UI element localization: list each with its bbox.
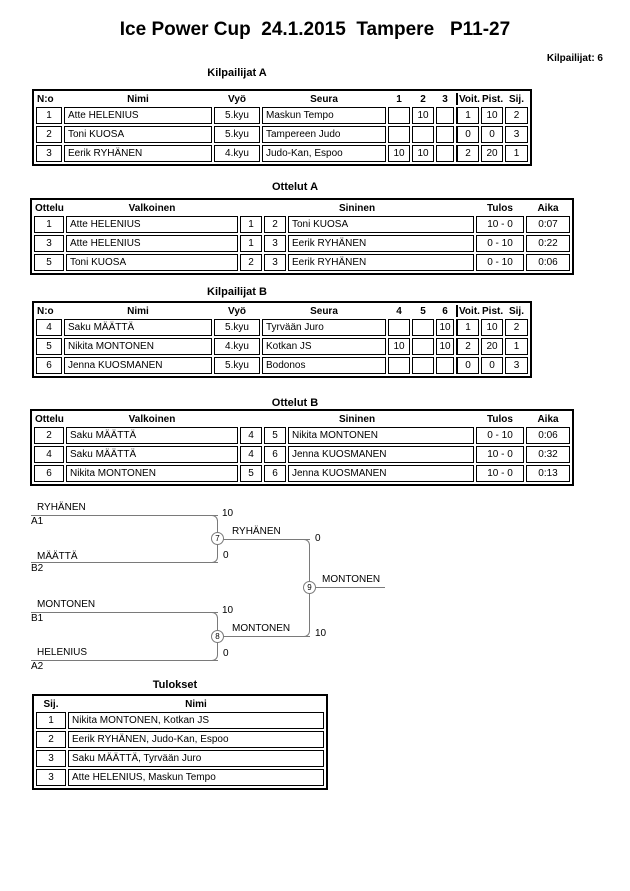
cell: 4.kyu [214,338,260,355]
cell: Tyrvään Juro [262,319,386,336]
column-header: Sininen [338,413,376,425]
cell: Atte HELENIUS [66,216,238,233]
bracket-score: 0 [223,648,229,659]
column-header: Valkoinen [128,202,176,214]
page-title: Ice Power Cup 24.1.2015 Tampere P11-27 [119,19,511,40]
column-header: Valkoinen [128,413,176,425]
cell: Atte HELENIUS, Maskun Tempo [68,769,324,786]
matches-b-heading: Ottelut B [271,397,319,409]
bracket-line [31,612,218,613]
results-heading: Tulokset [152,679,198,691]
cell: Jenna KUOSMANEN [64,357,212,374]
column-header: Nimi [127,93,149,105]
bracket-player-name: MONTONEN [37,599,96,610]
cell: 10 - 0 [476,465,524,482]
column-header: Pist. [482,93,504,105]
cell: 0:06 [526,254,570,271]
cell: 2 [34,427,64,444]
cell: 3 [36,145,62,162]
elimination-bracket [25,498,425,678]
bracket-score: 0 [223,550,229,561]
column-header: Tulos [487,202,513,214]
cell: Saku MÄÄTTÄ [66,427,238,444]
header-row [36,305,528,317]
bracket-line [218,539,310,540]
header-row [36,698,324,710]
column-header: N:o [37,93,54,105]
column-header: 4 [396,305,402,317]
pool-b-heading: Kilpailijat B [207,286,267,298]
cell: 0 [456,126,479,143]
matches-a-heading: Ottelut A [271,181,319,193]
cell: 2 [240,254,262,271]
table-row [36,319,528,336]
column-header: Aika [537,202,559,214]
cell: Nikita MONTONEN, Kotkan JS [68,712,324,729]
matches-b-table [30,409,574,486]
cell [436,126,454,143]
cell: 0:13 [526,465,570,482]
pool-a-heading: Kilpailijat A [207,67,267,79]
cell: 1 [456,107,479,124]
cell: Saku MÄÄTTÄ [66,446,238,463]
cell: 1 [505,145,528,162]
column-header: Sij. [508,305,524,317]
table-row [34,465,570,482]
cell: 2 [505,319,528,336]
cell: 3 [36,769,66,786]
cell: 10 - 0 [476,446,524,463]
cell: Bodonos [262,357,386,374]
cell: 0:32 [526,446,570,463]
cell: 2 [36,126,62,143]
cell: Nikita MONTONEN [288,427,474,444]
bracket-winner-name: MONTONEN [232,623,291,634]
cell: Nikita MONTONEN [66,465,238,482]
table-row [34,235,570,252]
cell: 20 [481,145,503,162]
cell: 0 [456,357,479,374]
bracket-line [31,660,218,661]
bracket-winner-name: MONTONEN [322,574,381,585]
column-header: 1 [396,93,402,105]
matches-a-table [30,198,574,275]
cell: 3 [34,235,64,252]
column-header: Vyö [228,305,246,317]
cell: Saku MÄÄTTÄ [64,319,212,336]
bracket-seed-label: A2 [31,661,44,672]
cell: 10 [436,319,454,336]
cell: 5 [240,465,262,482]
cell: Toni KUOSA [64,126,212,143]
cell: 3 [36,750,66,767]
bracket-seed-label: B2 [31,563,44,574]
cell: 1 [240,235,262,252]
pool-a-table [32,89,532,166]
cell: 1 [36,107,62,124]
cell: 10 [412,107,434,124]
column-header: Vyö [228,93,246,105]
bracket-line [31,562,218,563]
column-header: Nimi [127,305,149,317]
results-table [32,694,328,790]
cell [412,338,434,355]
bracket-score: 10 [222,508,234,519]
table-row [36,145,528,162]
cell: Saku MÄÄTTÄ, Tyrvään Juro [68,750,324,767]
cell: Eerik RYHÄNEN [288,235,474,252]
column-header: 3 [442,93,448,105]
cell [388,107,410,124]
column-header: Seura [310,93,338,105]
cell: 5.kyu [214,319,260,336]
cell: Judo-Kan, Espoo [262,145,386,162]
cell [412,126,434,143]
cell: 5.kyu [214,357,260,374]
column-header: 2 [420,93,426,105]
cell [388,126,410,143]
table-row [36,357,528,374]
bracket-player-name: MÄÄTTÄ [37,551,78,562]
cell: 6 [36,357,62,374]
cell: Maskun Tempo [262,107,386,124]
cell: 10 [481,319,503,336]
table-row [34,446,570,463]
cell: 5 [36,338,62,355]
cell: Nikita MONTONEN [64,338,212,355]
cell [412,357,434,374]
cell: 0 - 10 [476,427,524,444]
column-header: Voit. [456,305,479,317]
cell: 0 [481,126,503,143]
column-header: Sininen [338,202,376,214]
cell: 1 [456,319,479,336]
bracket-score: 0 [315,533,321,544]
table-row [36,750,324,767]
cell: 10 - 0 [476,216,524,233]
cell: Eerik RYHÄNEN, Judo-Kan, Espoo [68,731,324,748]
cell: 20 [481,338,503,355]
column-header: Ottelu [35,202,64,214]
column-header: Sij. [43,698,59,710]
column-header: N:o [37,305,54,317]
table-row [34,427,570,444]
cell [412,319,434,336]
cell: 0:06 [526,427,570,444]
cell: Eerik RYHÄNEN [288,254,474,271]
bracket-seed-label: B1 [31,613,44,624]
competitor-count: Kilpailijat: 6 [546,53,603,64]
cell: 4 [36,319,62,336]
cell: 6 [264,446,286,463]
cell: 2 [456,145,479,162]
cell: Jenna KUOSMANEN [288,446,474,463]
cell: Jenna KUOSMANEN [288,465,474,482]
cell: 3 [505,357,528,374]
cell [436,145,454,162]
table-row [36,769,324,786]
column-header: Ottelu [35,413,64,425]
cell: 1 [240,216,262,233]
match-number-circle: 7 [211,532,224,545]
bracket-player-name: RYHÄNEN [37,502,86,513]
column-header: Sij. [508,93,524,105]
cell: 1 [36,712,66,729]
column-header: Nimi [185,698,207,710]
bracket-seed-label: A1 [31,516,44,527]
cell: 5 [264,427,286,444]
cell: 1 [505,338,528,355]
bracket-line [31,515,218,516]
column-header: 5 [420,305,426,317]
cell: 2 [505,107,528,124]
table-row [36,338,528,355]
match-number-circle: 9 [303,581,316,594]
cell: 10 [436,338,454,355]
cell: Atte HELENIUS [66,235,238,252]
cell: Atte HELENIUS [64,107,212,124]
table-row [36,712,324,729]
column-header: 6 [442,305,448,317]
cell: Toni KUOSA [66,254,238,271]
cell: Eerik RYHÄNEN [64,145,212,162]
cell: 0 - 10 [476,254,524,271]
table-row [36,107,528,124]
cell [388,357,410,374]
cell: 3 [264,254,286,271]
table-row [36,126,528,143]
column-header: Tulos [487,413,513,425]
cell: 4 [240,446,262,463]
cell: 2 [456,338,479,355]
cell: 3 [264,235,286,252]
cell: 1 [34,216,64,233]
cell: 0 - 10 [476,235,524,252]
header-row [36,93,528,105]
cell: Toni KUOSA [288,216,474,233]
header-row [34,202,570,214]
cell: 10 [388,338,410,355]
bracket-score: 10 [222,605,234,616]
bracket-winner-name: RYHÄNEN [232,526,281,537]
column-header: Voit. [456,93,479,105]
cell: 3 [505,126,528,143]
cell: 0 [481,357,503,374]
cell: 2 [264,216,286,233]
cell: 0:22 [526,235,570,252]
cell: 10 [481,107,503,124]
cell: 6 [34,465,64,482]
cell: 5.kyu [214,126,260,143]
table-row [34,216,570,233]
cell: 4 [34,446,64,463]
header-row [34,413,570,425]
column-header: Aika [537,413,559,425]
bracket-player-name: HELENIUS [37,647,88,658]
bracket-score: 10 [315,628,327,639]
cell: 6 [264,465,286,482]
cell: 10 [388,145,410,162]
cell: 5 [34,254,64,271]
column-header: Pist. [482,305,504,317]
cell: 4.kyu [214,145,260,162]
cell: Tampereen Judo [262,126,386,143]
cell [436,357,454,374]
cell: 2 [36,731,66,748]
bracket-line [310,587,385,588]
column-header: Seura [310,305,338,317]
cell [436,107,454,124]
cell: 5.kyu [214,107,260,124]
cell: Kotkan JS [262,338,386,355]
cell: 4 [240,427,262,444]
table-row [36,731,324,748]
pool-b-table [32,301,532,378]
cell: 10 [412,145,434,162]
cell [388,319,410,336]
cell: 0:07 [526,216,570,233]
bracket-line [218,636,310,637]
match-number-circle: 8 [211,630,224,643]
table-row [34,254,570,271]
